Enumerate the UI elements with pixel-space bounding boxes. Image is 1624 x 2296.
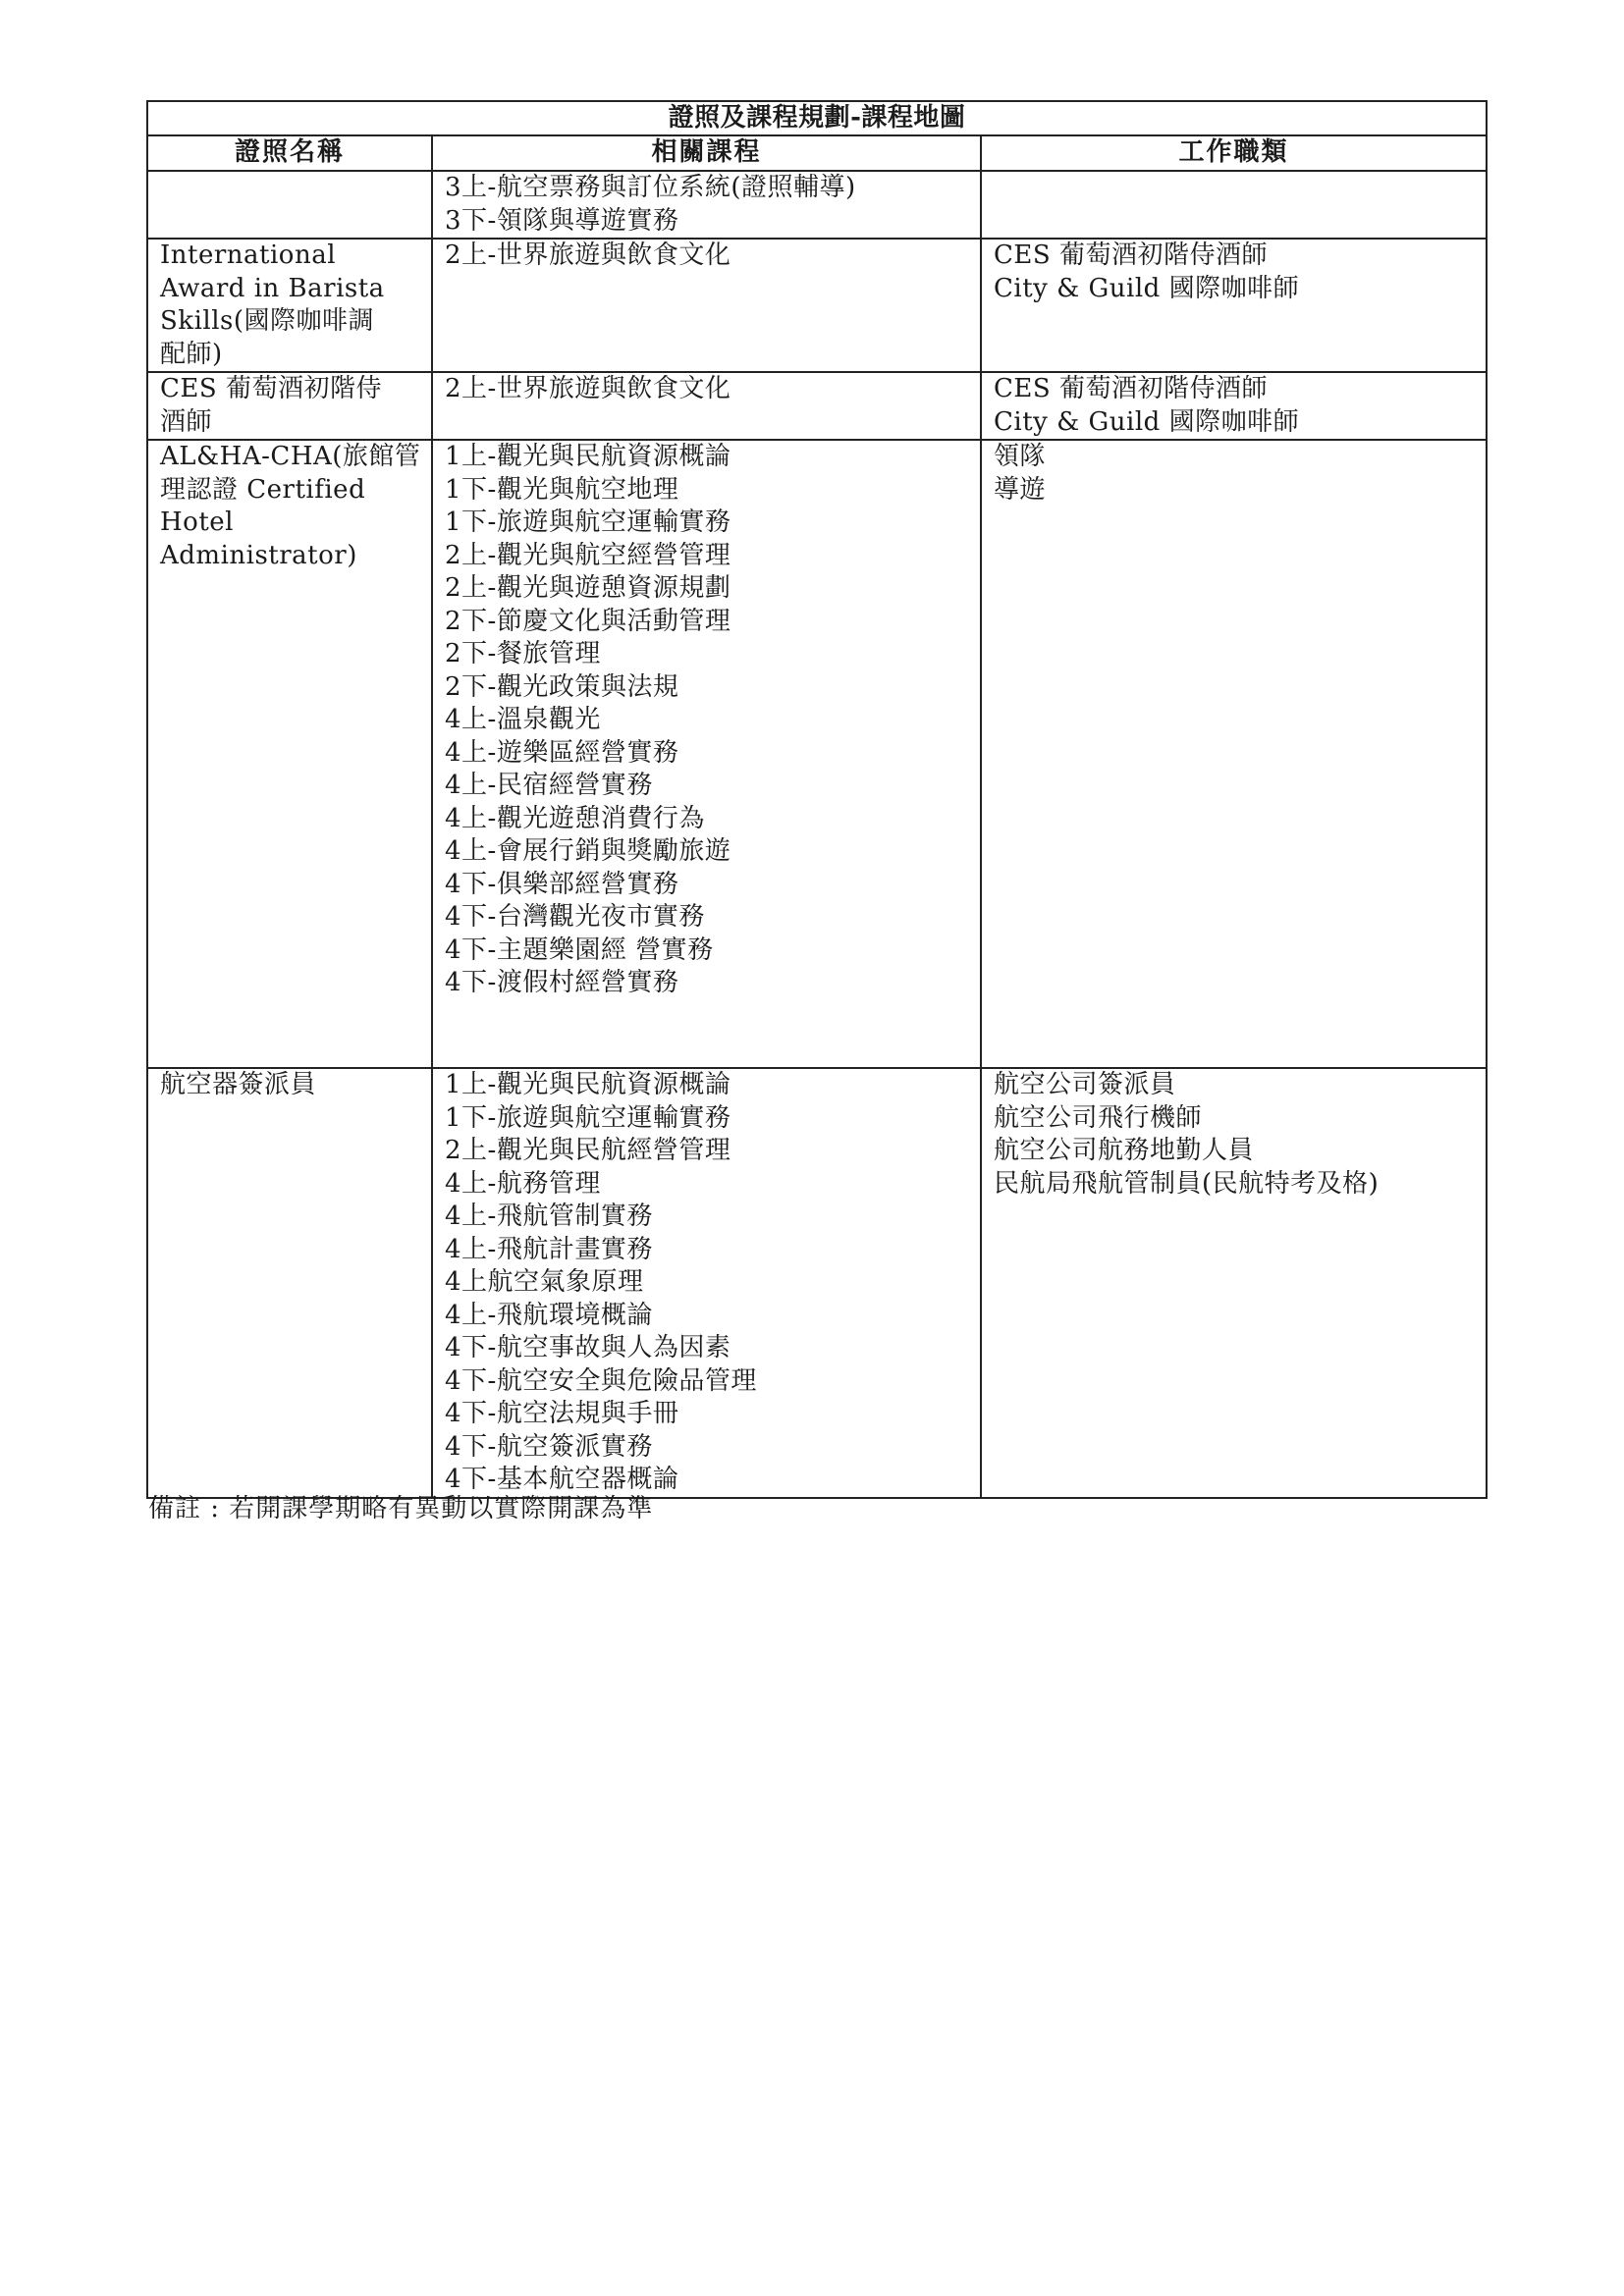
courses-line: 1下-旅遊與航空運輸實務 [445,507,731,537]
jobs-cell [981,239,1487,372]
table-row [147,171,1487,239]
certificate-line: AL&HA-CHA(旅館管 [160,442,421,471]
courses-line: 4上-觀光遊憩消費行為 [445,803,705,833]
header-certificate-name: 證照名稱 [147,135,432,171]
courses-line: 1上-觀光與民航資源概論 [445,442,731,471]
header-job-category: 工作職類 [981,135,1487,171]
certificate-line: 航空器簽派員 [160,1070,317,1099]
courses-cell [432,1068,981,1498]
jobs-line: 領隊 [994,442,1047,471]
courses-line: 4上-會展行銷與獎勵旅遊 [445,836,731,866]
table-title-row [147,101,1487,135]
courses-line: 4上-遊樂區經營實務 [445,737,679,768]
jobs-line: 航空公司飛行機師 [994,1102,1203,1133]
courses-line: 4上-飛航環境概論 [445,1300,653,1330]
courses-line: 4下-渡假村經營實務 [445,968,679,997]
certificate-line: Award in Barista [160,273,385,303]
courses-line: 4上-飛航管制實務 [445,1201,653,1231]
courses-cell [432,440,981,1068]
courses-line: 1下-觀光與航空地理 [445,474,679,505]
certificate-cell [147,1068,432,1498]
certificate-cell [147,171,432,239]
jobs-cell [981,1068,1487,1498]
courses-line: 2上-世界旅遊與飲食文化 [445,374,731,403]
certificate-cell [147,372,432,440]
courses-line: 4下-俱樂部經營實務 [445,869,679,899]
footnote: 備註 : 若開課學期略有異動以實際開課為準 [148,1494,654,1523]
courses-line: 4下-航空法規與手冊 [445,1399,679,1428]
courses-line: 2下-餐旅管理 [445,639,601,668]
certificate-cell [147,239,432,372]
certificate-line: 理認證 Certified [160,474,366,505]
table-row [147,372,1487,440]
courses-line: 2上-世界旅遊與飲食文化 [445,240,731,270]
certificate-line: 酒師 [160,406,213,437]
jobs-line: City & Guild 國際咖啡師 [994,273,1300,303]
jobs-line: 航空公司航務地勤人員 [994,1136,1255,1165]
jobs-cell [981,372,1487,440]
jobs-line: CES 葡萄酒初階侍酒師 [994,374,1268,403]
certificate-cell [147,440,432,1068]
jobs-line: 導遊 [994,474,1047,505]
courses-line: 2上-觀光與航空經營管理 [445,540,731,570]
table-row [147,239,1487,372]
courses-line: 4上-航務管理 [445,1168,601,1199]
courses-line: 2下-節慶文化與活動管理 [445,606,731,636]
jobs-line: CES 葡萄酒初階侍酒師 [994,240,1268,270]
column-header-row [147,135,1487,171]
certificate-line: 配師) [160,339,223,369]
certificate-line: CES 葡萄酒初階侍 [160,374,382,403]
jobs-cell [981,171,1487,239]
table-row [147,440,1487,1068]
courses-cell [432,171,981,239]
certificate-line: Hotel [160,507,234,537]
courses-line: 4上-溫泉觀光 [445,705,601,734]
courses-line: 4下-台灣觀光夜市實務 [445,902,705,932]
course-map-table [146,100,1488,1499]
courses-line: 4下-航空事故與人為因素 [445,1333,731,1362]
courses-line: 1下-旅遊與航空運輸實務 [445,1102,731,1133]
jobs-line: City & Guild 國際咖啡師 [994,406,1300,437]
courses-line: 2上-觀光與遊憩資源規劃 [445,573,731,603]
courses-line: 4下-基本航空器概論 [445,1465,679,1494]
courses-line: 2下-觀光政策與法規 [445,671,679,702]
certificate-line: International [160,240,337,270]
jobs-cell [981,440,1487,1068]
courses-line: 3下-領隊與導遊實務 [445,205,679,236]
courses-line: 4上-飛航計畫實務 [445,1234,653,1264]
jobs-line: 民航局飛航管制員(民航特考及格) [994,1168,1380,1199]
jobs-line: 航空公司簽派員 [994,1070,1176,1099]
courses-line: 1上-觀光與民航資源概論 [445,1070,731,1099]
table-row [147,1068,1487,1498]
courses-line: 3上-航空票務與訂位系統(證照輔導) [445,173,856,202]
courses-line: 4下-主題樂園經 營實務 [445,934,714,965]
certificate-line: Administrator) [160,540,357,570]
certificate-line: Skills(國際咖啡調 [160,306,374,336]
table-title: 證照及課程規劃-課程地圖 [147,101,1487,135]
header-related-courses: 相關課程 [432,135,981,171]
courses-line: 4下-航空安全與危險品管理 [445,1365,757,1396]
courses-line: 4下-航空簽派實務 [445,1431,653,1462]
courses-line: 4上-民宿經營實務 [445,771,653,800]
courses-line: 4上航空氣象原理 [445,1267,644,1297]
table-body [147,171,1487,1498]
courses-cell [432,239,981,372]
courses-cell [432,372,981,440]
courses-line: 2上-觀光與民航經營管理 [445,1136,731,1165]
